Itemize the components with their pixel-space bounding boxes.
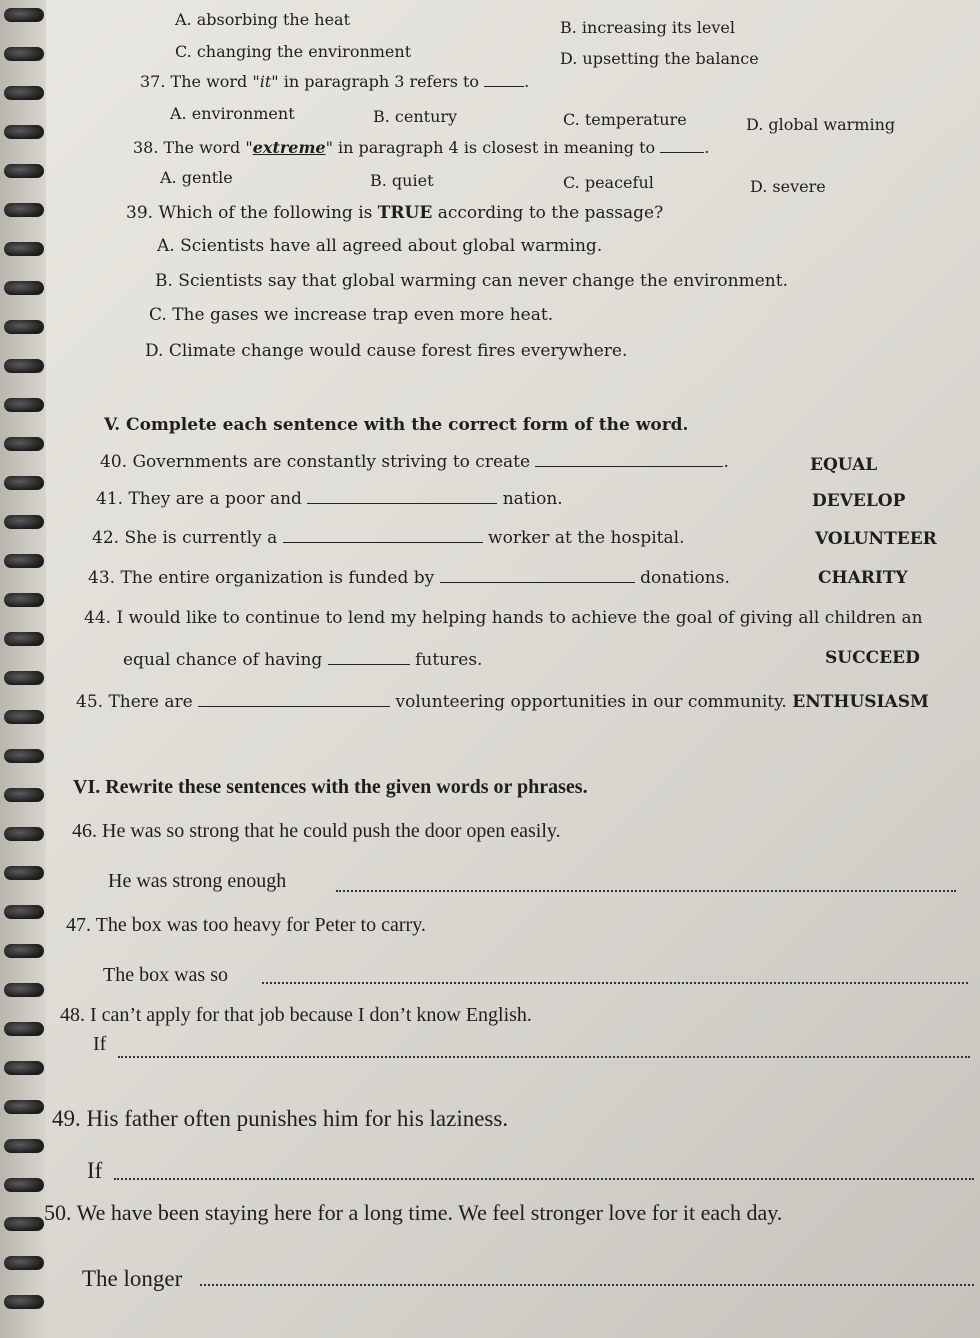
question-38: 38. The word "extreme" in paragraph 4 is closest in meaning to .: [133, 138, 710, 157]
rewrite-question: 50. We have been staying here for a long time. We feel stronger love for it each day.: [44, 1200, 783, 1225]
option-a: A. Scientists have all agreed about global warming.: [157, 236, 603, 256]
spiral-ring: [4, 983, 44, 997]
item-45: 45. There are volunteering opportunities in our community. ENTHUSIASM: [76, 692, 929, 712]
rewrite-start: If: [93, 1033, 107, 1055]
option-d: D. upsetting the balance: [560, 49, 759, 68]
option-c: C. The gases we increase trap even more heat.: [149, 305, 554, 325]
rewrite-start: The box was so: [103, 964, 228, 986]
spiral-ring: [4, 476, 44, 490]
spiral-ring: [4, 1022, 44, 1036]
spiral-ring: [4, 398, 44, 412]
rewrite-question: 47. The box was too heavy for Peter to carry.: [66, 914, 426, 936]
question-37: 37. The word "it" in paragraph 3 refers to .: [140, 72, 530, 91]
spiral-ring: [4, 749, 44, 763]
option-b: B. quiet: [370, 171, 434, 190]
option-c: C. temperature: [563, 110, 687, 129]
rewrite-start: The longer: [82, 1266, 183, 1291]
word-cue: ENTHUSIASM: [792, 692, 929, 712]
spiral-ring: [4, 1295, 44, 1309]
spiral-ring: [4, 281, 44, 295]
spiral-ring: [4, 125, 44, 139]
answer-line[interactable]: [336, 890, 956, 892]
item-42: 42. She is currently a worker at the hospital.: [92, 528, 685, 548]
spiral-ring: [4, 47, 44, 61]
spiral-ring: [4, 788, 44, 802]
spiral-ring: [4, 593, 44, 607]
spiral-ring: [4, 905, 44, 919]
spiral-ring: [4, 671, 44, 685]
item-41: 41. They are a poor and nation.: [96, 489, 563, 509]
spiral-ring: [4, 1139, 44, 1153]
option-b: B. Scientists say that global warming can never change the environment.: [155, 271, 788, 291]
spiral-ring: [4, 8, 44, 22]
word-cue: SUCCEED: [825, 648, 920, 668]
spiral-ring: [4, 1217, 44, 1231]
question-39: 39. Which of the following is TRUE according to the passage?: [126, 203, 664, 223]
spiral-ring: [4, 320, 44, 334]
option-d: D. severe: [750, 177, 826, 196]
spiral-ring: [4, 866, 44, 880]
spiral-ring: [4, 1061, 44, 1075]
option-b: B. increasing its level: [560, 18, 735, 37]
word-cue: DEVELOP: [812, 491, 906, 511]
spiral-ring: [4, 437, 44, 451]
rewrite-question: 46. He was so strong that he could push the door open easily.: [72, 820, 561, 842]
item-43: 43. The entire organization is funded by donations.: [88, 568, 730, 588]
section-title: VI. Rewrite these sentences with the given words or phrases.: [73, 776, 588, 798]
spiral-ring: [4, 86, 44, 100]
option-a: A. environment: [170, 104, 295, 123]
word-cue: CHARITY: [818, 568, 908, 588]
rewrite-start: If: [87, 1158, 103, 1183]
spiral-ring: [4, 1256, 44, 1270]
rewrite-question: 48. I can’t apply for that job because I don’t know English.: [60, 1004, 532, 1026]
spiral-ring: [4, 1100, 44, 1114]
spiral-ring: [4, 242, 44, 256]
spiral-ring: [4, 632, 44, 646]
spiral-ring: [4, 203, 44, 217]
option-a: A. absorbing the heat: [175, 10, 351, 29]
option-c: C. peaceful: [563, 173, 654, 192]
answer-line[interactable]: [200, 1284, 974, 1286]
spiral-ring: [4, 827, 44, 841]
answer-line[interactable]: [118, 1056, 970, 1058]
spiral-ring: [4, 554, 44, 568]
rewrite-start: He was strong enough: [108, 870, 287, 892]
item-40: 40. Governments are constantly striving to create .: [100, 452, 729, 472]
rewrite-question: 49. His father often punishes him for his laziness.: [52, 1106, 509, 1131]
section-title: V. Complete each sentence with the correct form of the word.: [104, 415, 689, 435]
option-d: D. Climate change would cause forest fires everywhere.: [145, 341, 628, 361]
answer-line[interactable]: [114, 1178, 974, 1180]
spiral-ring: [4, 359, 44, 373]
word-cue: VOLUNTEER: [815, 529, 937, 549]
notebook-binding: [0, 0, 46, 1338]
word-cue: EQUAL: [810, 455, 878, 475]
option-a: A. gentle: [160, 168, 233, 187]
option-b: B. century: [373, 107, 458, 126]
item-44: 44. I would like to continue to lend my helping hands to achieve the goal of giving all children an: [84, 608, 923, 628]
spiral-ring: [4, 944, 44, 958]
spiral-ring: [4, 515, 44, 529]
spiral-ring: [4, 1178, 44, 1192]
option-c: C. changing the environment: [175, 42, 412, 61]
answer-line[interactable]: [262, 982, 968, 984]
spiral-ring: [4, 164, 44, 178]
option-d: D. global warming: [746, 115, 896, 134]
item-44-cont: equal chance of having futures.: [123, 650, 483, 670]
spiral-ring: [4, 710, 44, 724]
